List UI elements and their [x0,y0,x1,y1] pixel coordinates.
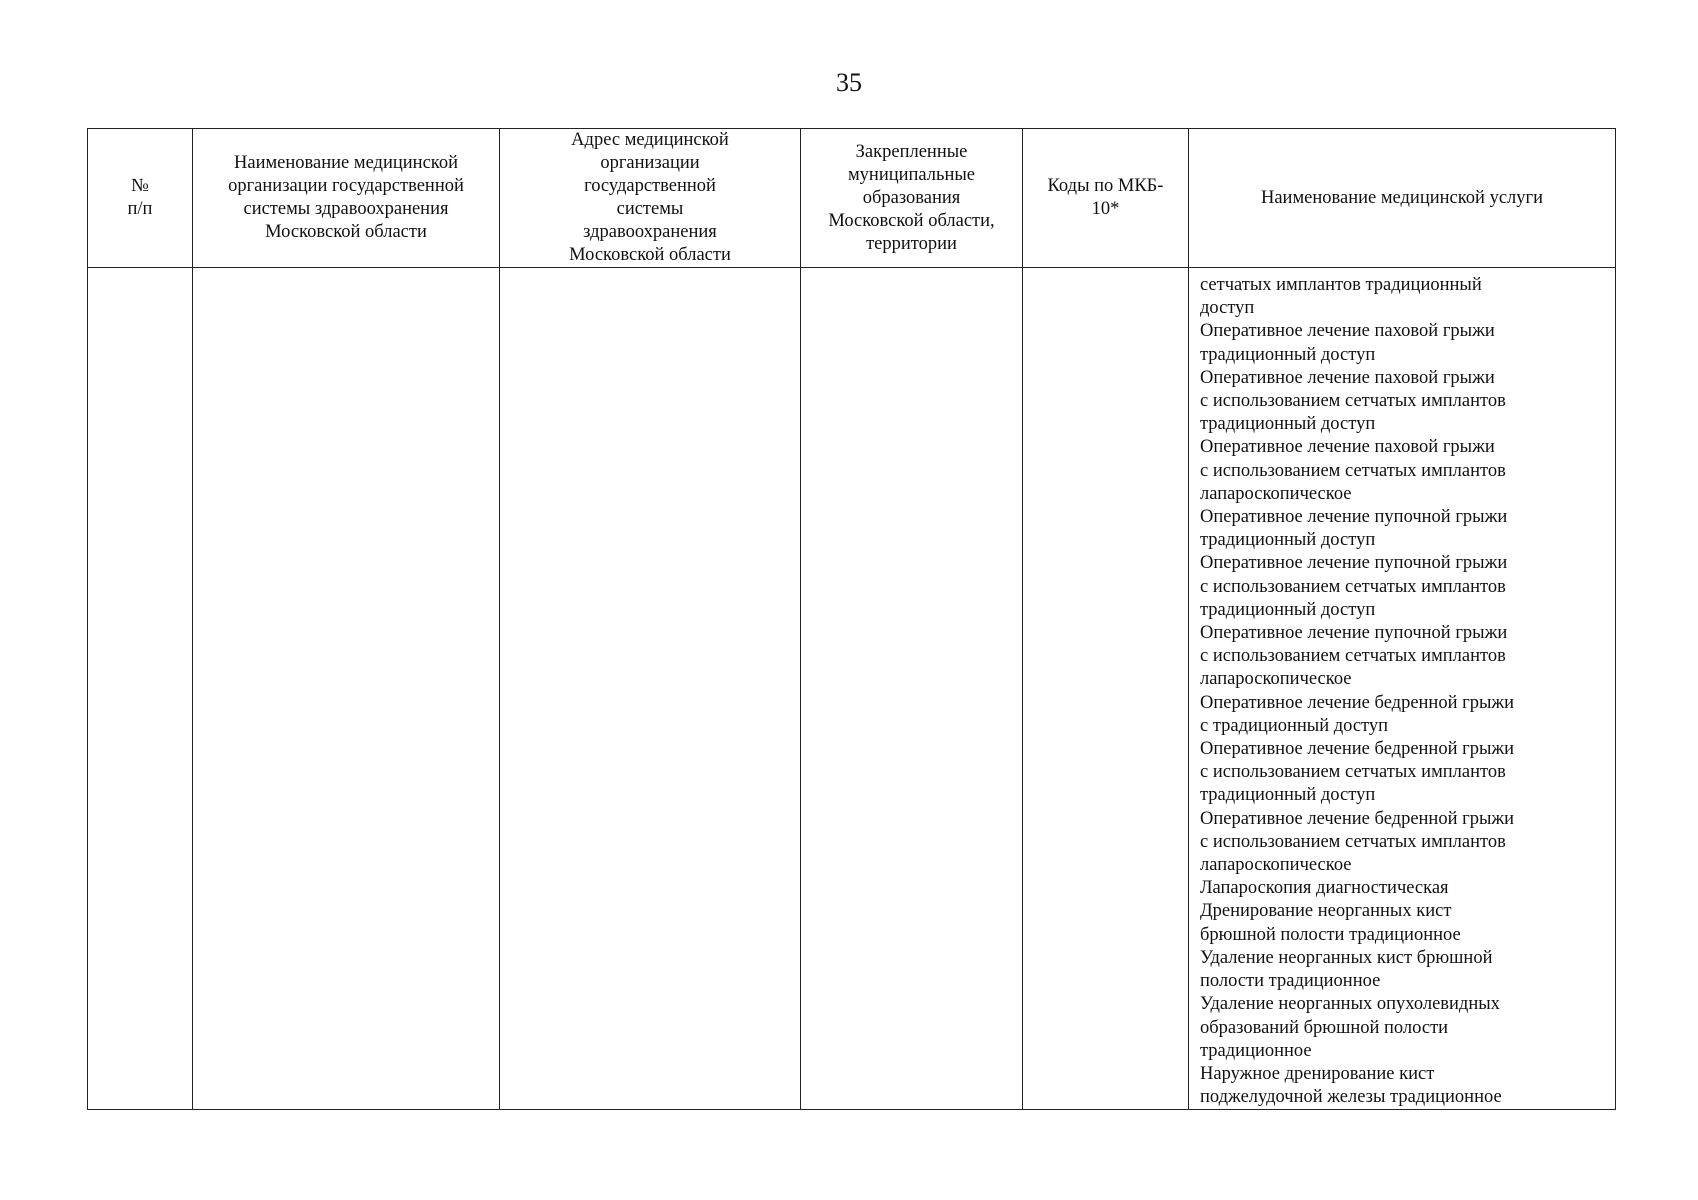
service-line: Удаление неорганных опухолевидных [1200,994,1500,1015]
register-table [87,128,1616,1110]
service-line: Лапароскопия диагностическая [1200,878,1449,899]
service-line: лапароскопическое [1200,855,1352,876]
service-line: Оперативное лечение бедренной грыжи [1200,739,1515,760]
service-line: традиционный доступ [1200,414,1376,435]
service-line: Оперативное лечение бедренной грыжи [1200,692,1515,713]
header-service-name: Наименование медицинской услуги [1189,129,1616,268]
service-line: с использованием сетчатых имплантов [1200,460,1506,481]
cell-territories [801,268,1023,1110]
service-line: Оперативное лечение пупочной грыжи [1200,507,1508,528]
service-line: традиционный доступ [1200,785,1376,806]
service-line: традиционный доступ [1200,599,1376,620]
service-line: Оперативное лечение паховой грыжи [1200,321,1495,342]
service-line: брюшной полости традиционное [1200,924,1461,945]
cell-organization-address [500,268,801,1110]
service-line: полости традиционное [1200,971,1381,992]
cell-number [88,268,193,1110]
service-line: лапароскопическое [1200,669,1352,690]
header-territories: Закрепленные муниципальные образования Московской области, территории [801,129,1023,268]
service-line: Дренирование неорганных кист [1200,901,1452,922]
service-line: лапароскопическое [1200,483,1352,504]
cell-service-names [1189,268,1616,1110]
service-line: с использованием сетчатых имплантов [1200,762,1506,783]
service-line: поджелудочной железы традиционное [1200,1087,1502,1108]
service-line: Оперативное лечение пупочной грыжи [1200,623,1508,644]
service-line: Оперативное лечение пупочной грыжи [1200,553,1508,574]
service-line: традиционное [1200,1040,1312,1061]
header-number: № п/п [88,129,193,268]
service-line: традиционный доступ [1200,530,1376,551]
header-organization-address: Адрес медицинской организации государственной системы здравоохранения Московской области [500,129,801,268]
service-line: традиционный доступ [1200,344,1376,365]
service-line: сетчатых имплантов традиционный [1200,275,1482,295]
service-line: Оперативное лечение паховой грыжи [1200,367,1495,388]
cell-icd-codes [1023,268,1189,1110]
service-line: Удаление неорганных кист брюшной [1200,947,1493,968]
table-row [88,268,1616,1110]
cell-organization-name [193,268,500,1110]
header-icd-codes: Коды по МКБ- 10* [1023,129,1189,268]
service-line: Оперативное лечение бедренной грыжи [1200,808,1515,829]
page-number: 35 [836,68,862,97]
table-header-row [88,129,1616,268]
service-line: с использованием сетчатых имплантов [1200,391,1506,412]
service-line: с традиционный доступ [1200,715,1389,736]
service-list [1200,274,1607,1109]
service-line: доступ [1200,298,1255,319]
service-line: с использованием сетчатых имплантов [1200,831,1506,852]
service-line: с использованием сетчатых имплантов [1200,576,1506,597]
service-line: Наружное дренирование кист [1200,1063,1435,1084]
service-line: образований брюшной полости [1200,1017,1449,1038]
service-line: с использованием сетчатых имплантов [1200,646,1506,667]
service-line: Оперативное лечение паховой грыжи [1200,437,1495,458]
header-organization-name: Наименование медицинской организации государственной системы здравоохранения Московской области [193,129,500,268]
